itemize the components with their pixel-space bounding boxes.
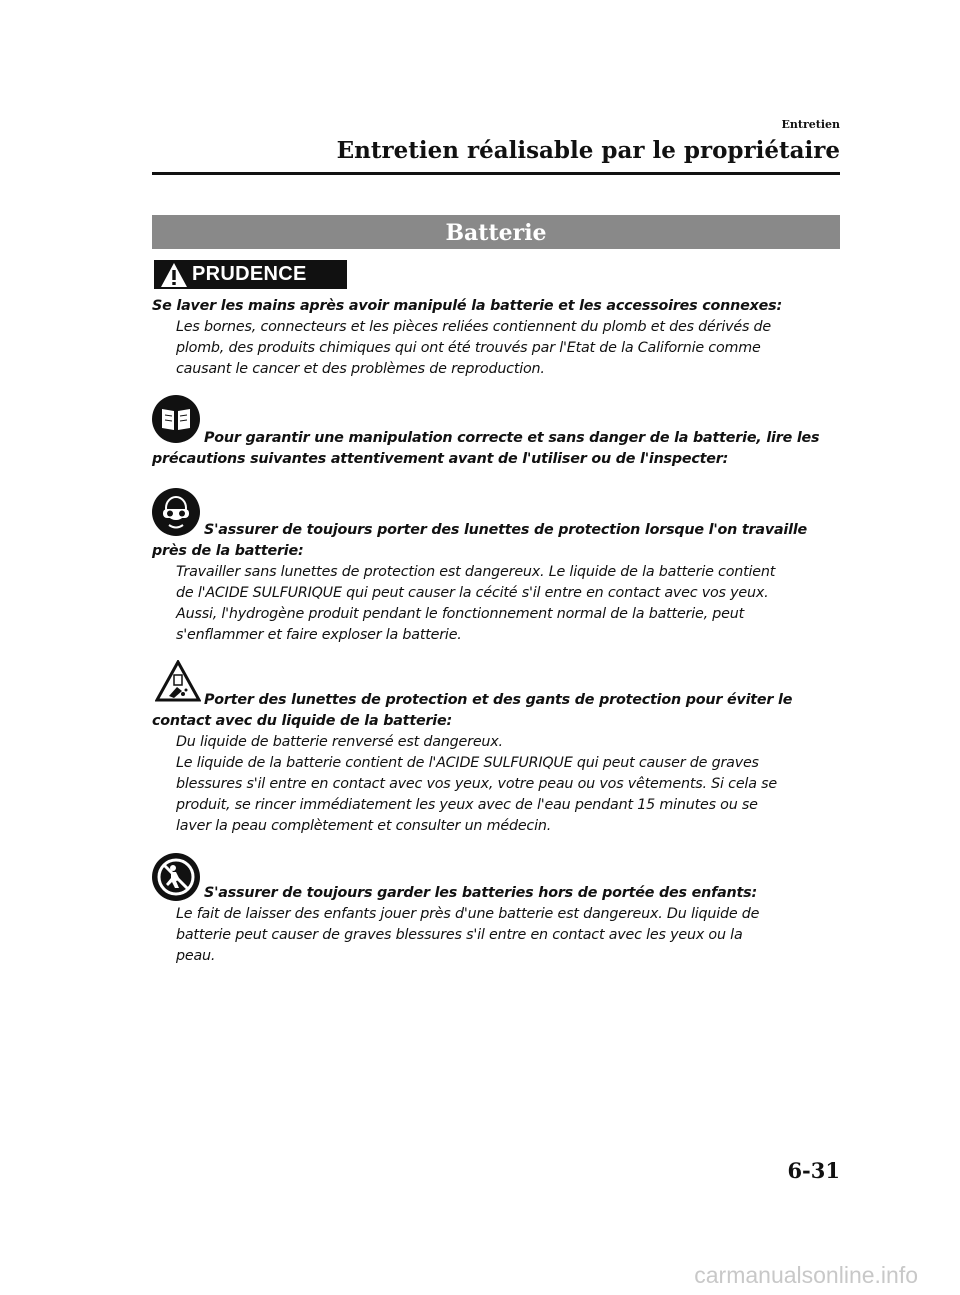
header-divider	[152, 172, 840, 175]
note-body-line: Aussi, l'hydrogène produit pendant le fonctionnement normal de la batterie, peut	[176, 606, 745, 622]
note-body-line: blessures s'il entre en contact avec vos yeux, votre peau ou vos vêtements. Si cela se	[176, 776, 777, 792]
note-body-line: de l'ACIDE SULFURIQUE qui peut causer la cécité s'il entre en contact avec vos yeux.	[176, 585, 769, 601]
prudence-body-line: causant le cancer et des problèmes de reproduction.	[176, 361, 545, 377]
note-body-line: Le liquide de la batterie contient de l'ACIDE SULFURIQUE qui peut causer de graves	[176, 755, 759, 771]
note-body-line: batterie peut causer de graves blessures s'il entre en contact avec les yeux ou la	[176, 927, 743, 943]
prudence-body-line: Les bornes, connecteurs et les pièces reliées contiennent du plomb et des dérivés de	[176, 319, 772, 335]
prudence-body-line: plomb, des produits chimiques qui ont été trouvés par l'Etat de la Californie comme	[176, 340, 761, 356]
note-heading-line: Pour garantir une manipulation correcte et sans danger de la batterie, lire les	[204, 430, 820, 446]
prudence-banner	[154, 260, 347, 289]
prudence-heading: Se laver les mains après avoir manipulé la batterie et les accessoires connexes:	[152, 298, 782, 314]
header-section: Entretien	[781, 118, 840, 131]
note-body-line: produit, se rincer immédiatement les yeux avec de l'eau pendant 15 minutes ou se	[176, 797, 758, 813]
note-acid	[152, 690, 792, 837]
page-number: 6-31	[787, 1158, 840, 1183]
note-body-line: Le fait de laisser des enfants jouer près d'une batterie est dangereux. Du liquide de	[176, 906, 760, 922]
note-children	[152, 883, 759, 967]
note-heading-line: Porter des lunettes de protection et des gants de protection pour éviter le	[204, 692, 793, 708]
watermark: carmanualsonline.info	[694, 1262, 918, 1288]
note-heading-line: contact avec du liquide de la batterie:	[152, 713, 453, 729]
note-body-line: Du liquide de batterie renversé est dangereux.	[176, 734, 503, 750]
note-heading-line: S'assurer de toujours porter des lunettes de protection lorsque l'on travaille	[204, 522, 808, 538]
prudence-text	[152, 296, 782, 380]
header-title: Entretien réalisable par le propriétaire	[336, 137, 840, 164]
note-body-line: peau.	[176, 948, 216, 964]
note-body-line: s'enflammer et faire exploser la batterie.	[176, 627, 462, 643]
note-body-line: Travailler sans lunettes de protection est dangereux. Le liquide de la batterie contient	[176, 564, 776, 580]
note-goggles	[152, 520, 807, 646]
note-book	[152, 428, 819, 470]
note-heading-line: précautions suivantes attentivement avant de l'utiliser ou de l'inspecter:	[152, 451, 729, 467]
note-heading-line: S'assurer de toujours garder les batteries hors de portée des enfants:	[204, 885, 757, 901]
section-title: Batterie	[152, 215, 840, 249]
note-body-line: laver la peau complètement et consulter un médecin.	[176, 818, 552, 834]
prudence-label: PRUDENCE	[192, 263, 307, 285]
warning-icon	[160, 262, 188, 288]
note-heading-line: près de la batterie:	[152, 543, 304, 559]
